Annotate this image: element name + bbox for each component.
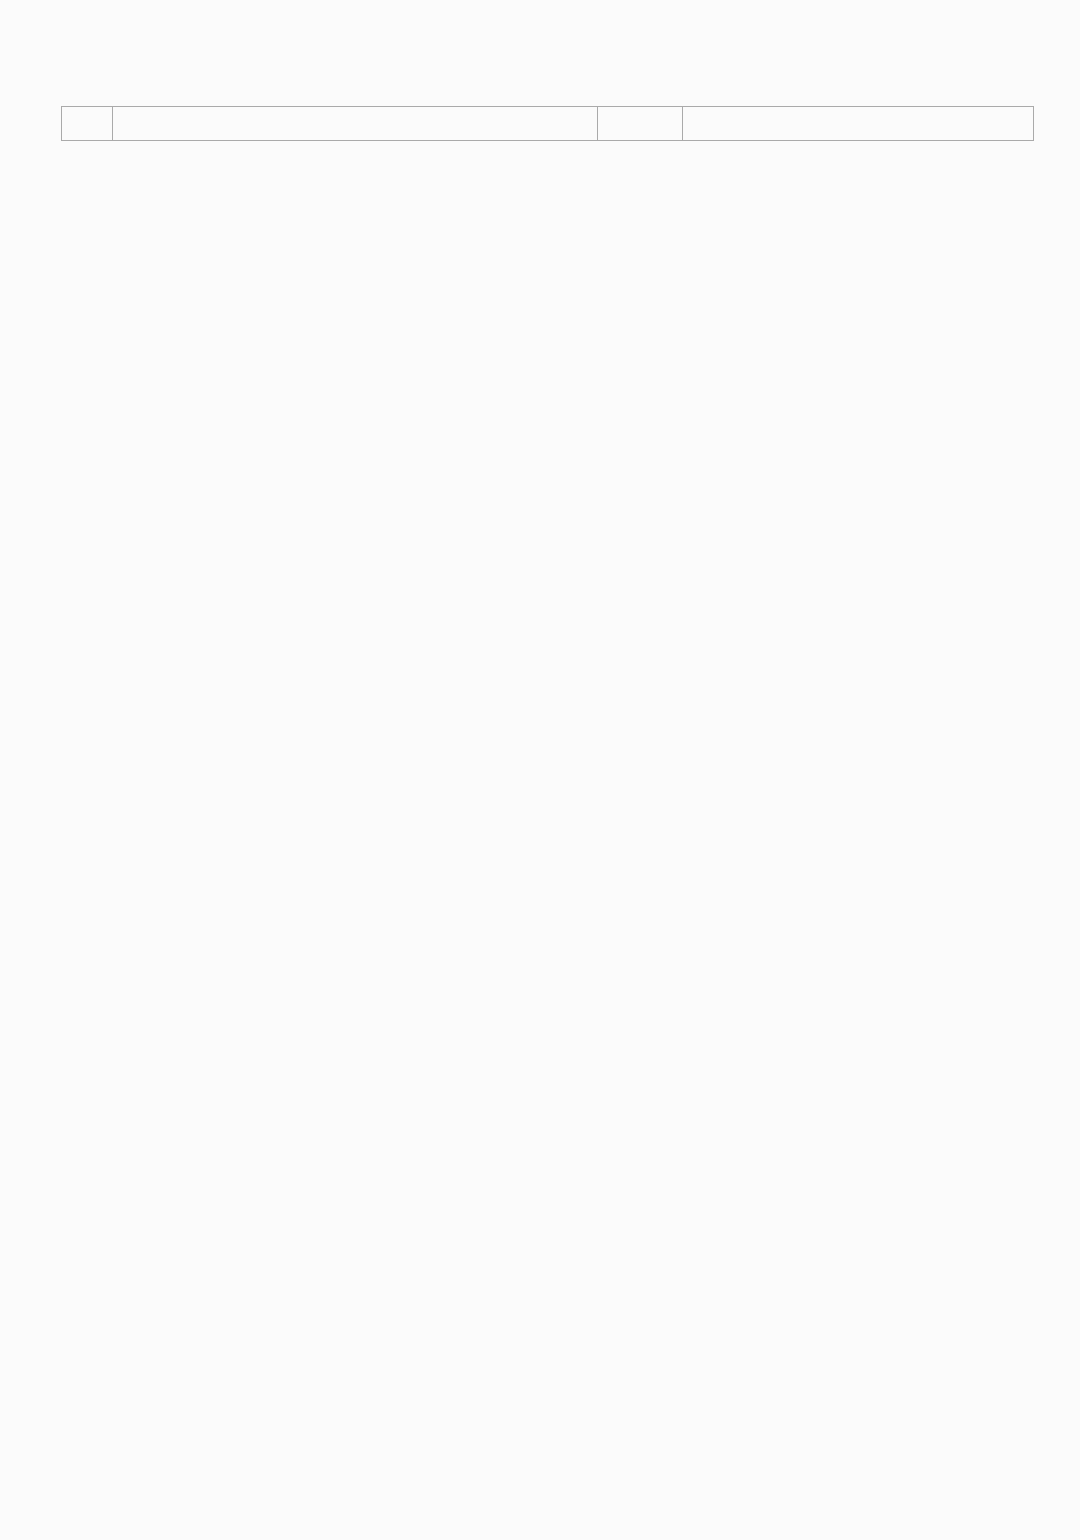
enrollment-plan-table (61, 106, 1034, 141)
header-location (598, 107, 683, 141)
table-header-row (62, 107, 1034, 141)
header-code (62, 107, 113, 141)
header-school (113, 107, 598, 141)
header-remarks (683, 107, 1034, 141)
